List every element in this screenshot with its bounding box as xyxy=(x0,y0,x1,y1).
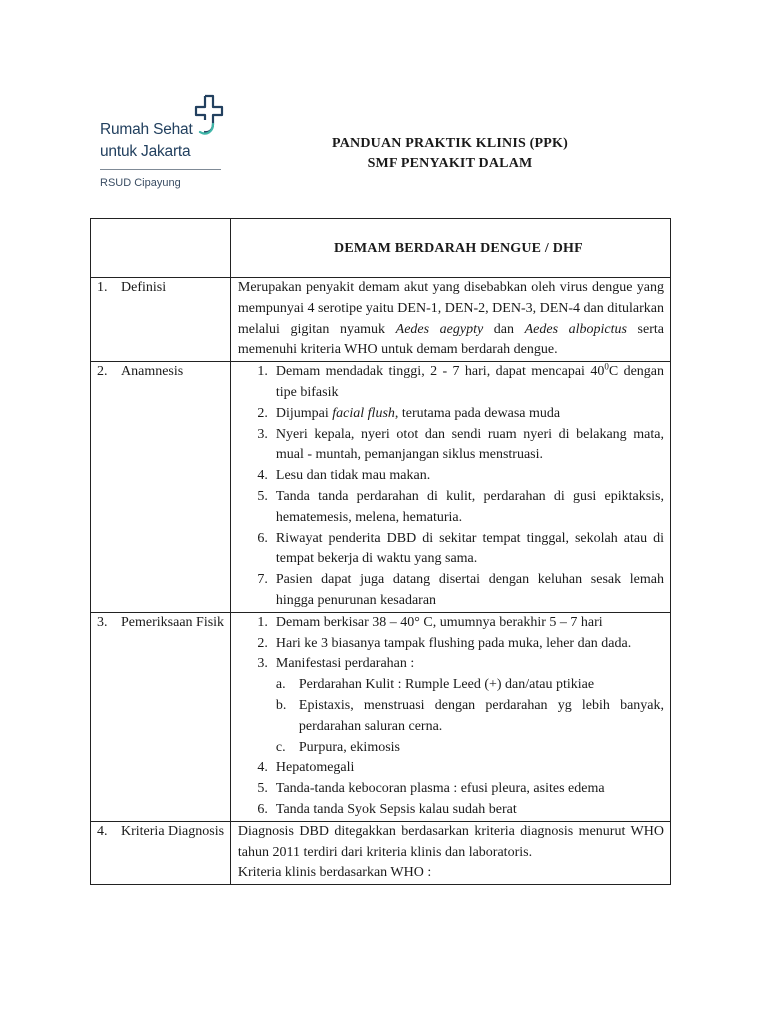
list-item: 1. Demam mendadak tinggi, 2 - 7 hari, dapat mencapai $40^0C$ dengan tipe bifasik xyxy=(257,361,665,400)
section-content-cell xyxy=(230,821,670,884)
ppk-table xyxy=(90,218,671,885)
table-row xyxy=(91,612,671,821)
list-item: 2. Dijumpai facial flush, terutama pada dewasa muda xyxy=(257,405,561,421)
physical-exam-list xyxy=(231,613,670,821)
diagnosis-text xyxy=(231,822,670,884)
section-label-cell xyxy=(91,362,231,613)
hospital-logo xyxy=(100,94,224,194)
list-item: 2. Hari ke 3 biasanya tampak flushing pada muka, leher dan dada. xyxy=(257,635,632,651)
section-number: 4. xyxy=(97,823,108,839)
logo-line2: untuk Jakarta xyxy=(100,143,191,160)
table-title: DEMAM BERDARAH DENGUE / DHF xyxy=(334,241,583,256)
section-number: 2. xyxy=(97,364,108,380)
logo-subtitle: RSUD Cipayung xyxy=(100,177,181,189)
list-item: 7. Pasien dapat juga datang disertai dengan keluhan sesak lemah hingga penurunan kesadaran xyxy=(257,572,664,608)
section-content-cell xyxy=(230,278,670,362)
section-label-cell xyxy=(91,278,231,362)
document-title: PANDUAN PRAKTIK KLINIS (PPK) xyxy=(332,136,568,151)
logo-line1: Rumah Sehat xyxy=(100,121,193,138)
sub-list-item: b. Epistaxis, menstruasi dengan perdarahan yg lebih banyak, perdarahan saluran cerna. xyxy=(275,697,664,734)
table-header-row xyxy=(91,219,671,278)
clinical-criteria-heading: Kriteria klinis berdasarkan WHO : xyxy=(237,865,432,881)
document-subtitle: SMF PENYAKIT DALAM xyxy=(367,156,533,171)
list-item: 5. Tanda-tanda kebocoran plasma : efusi pleura, asites edema xyxy=(257,781,605,797)
anamnesis-list xyxy=(231,362,670,612)
definition-text: Merupakan penyakit demam akut yang disebabkan oleh virus dengue yang mempunyai 4 serotipe yaitu DEN-1, DEN-2, DEN-3, DEN-4 dan ditularkan melalui gigitan nyamuk Aedes aegypty dan Aedes albopictus serta memenuhi kriteria WHO untuk demam berdarah dengue. xyxy=(237,280,665,358)
header-title-cell xyxy=(230,219,670,278)
section-label: Kriteria Diagnosis xyxy=(121,823,225,839)
section-label-cell xyxy=(91,612,231,821)
table-row xyxy=(91,362,671,613)
list-item: 5. Tanda tanda perdarahan di kulit, perdarahan di gusi epiktaksis, hematemesis, melena, hematuria. xyxy=(257,488,664,525)
header-empty-cell xyxy=(91,219,231,278)
list-item: 6. Tanda tanda Syok Sepsis kalau sudah berat xyxy=(257,801,517,817)
list-item: 1. Demam berkisar 38 – 40° C, umumnya berakhir 5 – 7 hari xyxy=(257,614,603,630)
sub-list-item: c. Purpura, ekimosis xyxy=(275,739,400,755)
section-label-cell xyxy=(91,821,231,884)
list-item: 4. Hepatomegali xyxy=(257,760,355,776)
section-number: 3. xyxy=(97,614,108,630)
cross-icon xyxy=(194,94,224,138)
section-label: Anamnesis xyxy=(121,364,184,380)
list-item: 6. Riwayat penderita DBD di sekitar tempat tinggal, sekolah atau di tempat bekerja di waktu yang sama. xyxy=(257,530,664,567)
list-item: 4. Lesu dan tidak mau makan. xyxy=(257,468,431,484)
list-item: 3. Nyeri kepala, nyeri otot dan sendi ruam nyeri di belakang mata, mual - muntah, pemanjangan siklus menstruasi. xyxy=(257,426,664,463)
bleeding-sublist xyxy=(276,675,664,758)
section-label: Pemeriksaan Fisik xyxy=(121,614,225,630)
section-number: 1. xyxy=(97,280,108,295)
table-row xyxy=(91,821,671,884)
logo-divider xyxy=(100,169,221,170)
table-row xyxy=(91,278,671,362)
section-content-cell xyxy=(230,612,670,821)
list-item: 3. Manifestasi perdarahan : a. Perdarahan Kulit : Rumple Leed (+) dan/atau ptikiae b. Epistaxis, menstruasi dengan perdarahan yg lebih banyak, perdarahan saluran cerna. c. Purpura, ekimosis xyxy=(231,654,664,758)
section-content-cell xyxy=(230,362,670,613)
sub-list-item: a. Perdarahan Kulit : Rumple Leed (+) dan/atau ptikiae xyxy=(275,677,595,693)
section-label: Definisi xyxy=(121,280,167,295)
diagnosis-paragraph: Diagnosis DBD ditegakkan berdasarkan kriteria diagnosis menurut WHO tahun 2011 terdiri dari kriteria klinis dan laboratoris. xyxy=(237,823,664,860)
